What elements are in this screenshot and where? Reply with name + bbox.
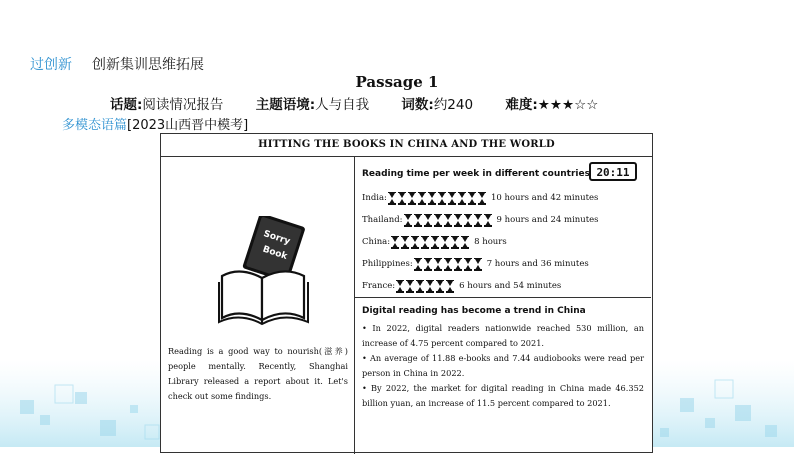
- hourglass-icon: [439, 193, 445, 204]
- country-row: [362, 213, 599, 227]
- hourglass-icon: [397, 281, 403, 292]
- hourglass-icon: [462, 237, 468, 248]
- hourglass-icon: [475, 259, 481, 270]
- meta-topic: 话题:阅读情况报告: [110, 97, 224, 113]
- meta-word-count: 词数:约240: [401, 97, 474, 113]
- hourglass-icon: [475, 215, 481, 226]
- country-label: India:: [362, 193, 387, 203]
- reading-time-value: 9 hours and 24 minutes: [496, 215, 599, 225]
- reading-time-section: [354, 156, 651, 298]
- hourglass-icon: [399, 193, 405, 204]
- source-line: [62, 114, 248, 133]
- hourglass-icon: [445, 259, 451, 270]
- hourglass-icon: [425, 259, 431, 270]
- section-header: [30, 54, 204, 74]
- source-exam: [2023山西晋中模考]: [127, 118, 249, 133]
- hourglass-icon: [465, 215, 471, 226]
- hourglass-icon: [485, 215, 491, 226]
- digital-clock-icon: 20:11: [589, 162, 637, 181]
- card-title: HITTING THE BOOKS IN CHINA AND THE WORLD: [161, 134, 652, 157]
- country-row: [362, 235, 507, 249]
- left-panel: [161, 156, 355, 454]
- hourglass-icon: [452, 237, 458, 248]
- hourglass-icon: [419, 193, 425, 204]
- hourglass-icon: [449, 193, 455, 204]
- books-illustration: [216, 216, 311, 326]
- bullet-3: • By 2022, the market for digital reading in China made 46.352 billion yuan, an increase of 11.5 percent compared to 2021.: [362, 383, 644, 408]
- hourglass-icon: [479, 193, 485, 204]
- hourglass-icon: [425, 215, 431, 226]
- source-label: 多模态语篇: [62, 118, 128, 133]
- meta-theme: 主题语境:人与自我: [255, 97, 370, 113]
- hourglass-icon: [415, 259, 421, 270]
- book-label-1: Sorry: [262, 229, 292, 248]
- passage-meta: [110, 93, 626, 113]
- hourglass-icon: [422, 237, 428, 248]
- country-row: [362, 279, 561, 293]
- hourglass-icon: [465, 259, 471, 270]
- hourglass-icon: [445, 215, 451, 226]
- digital-reading-title: Digital reading has become a trend in China: [362, 306, 586, 316]
- intro-text: Reading is a good way to nourish(滋养) people mentally. Recently, Shanghai Library released a report about it. Let's check out some findings.: [168, 346, 348, 401]
- hourglass-icon: [412, 237, 418, 248]
- hourglass-icon: [455, 215, 461, 226]
- country-label: Thailand:: [362, 215, 403, 225]
- section-subtitle: 创新集训思维拓展: [92, 57, 204, 73]
- book-label-2: Book: [261, 244, 289, 262]
- reading-time-title: Reading time per week in different countries: [362, 169, 590, 179]
- country-row: [362, 257, 589, 271]
- hourglass-icon: [405, 215, 411, 226]
- hourglass-icon: [469, 193, 475, 204]
- infographic-card: [160, 133, 653, 453]
- reading-time-value: 10 hours and 42 minutes: [490, 193, 599, 203]
- hourglass-icon: [435, 215, 441, 226]
- country-label: Philippines:: [362, 259, 413, 269]
- hourglass-icon: [389, 193, 395, 204]
- hourglass-icon: [455, 259, 461, 270]
- passage-title: Passage 1: [355, 73, 439, 91]
- country-label: France:: [362, 281, 396, 291]
- hourglass-icon: [437, 281, 443, 292]
- section-tag: 过创新: [30, 57, 72, 73]
- hourglass-icon: [402, 237, 408, 248]
- hourglass-icon: [447, 281, 453, 292]
- right-panel: [354, 156, 651, 454]
- hourglass-icon: [417, 281, 423, 292]
- country-label: China:: [362, 237, 391, 247]
- hourglass-icon: [459, 193, 465, 204]
- hourglass-icon: [415, 215, 421, 226]
- country-row: [362, 191, 598, 205]
- reading-time-value: 7 hours and 36 minutes: [486, 259, 589, 269]
- hourglass-icon: [435, 259, 441, 270]
- bullet-1: • In 2022, digital readers nationwide reached 530 million, an increase of 4.75 percent compared to 2021.: [362, 323, 644, 348]
- hourglass-icon: [429, 193, 435, 204]
- hourglass-icon: [432, 237, 438, 248]
- reading-time-value: 8 hours: [474, 237, 507, 247]
- bullet-2: • An average of 11.88 e-books and 7.44 audiobooks were read per person in China in 2022.: [362, 353, 644, 378]
- hourglass-icon: [442, 237, 448, 248]
- meta-difficulty: 难度:★★★☆☆: [505, 97, 599, 113]
- hourglass-icon: [407, 281, 413, 292]
- hourglass-icon: [409, 193, 415, 204]
- reading-time-value: 6 hours and 54 minutes: [459, 281, 562, 291]
- hourglass-icon: [392, 237, 398, 248]
- hourglass-icon: [427, 281, 433, 292]
